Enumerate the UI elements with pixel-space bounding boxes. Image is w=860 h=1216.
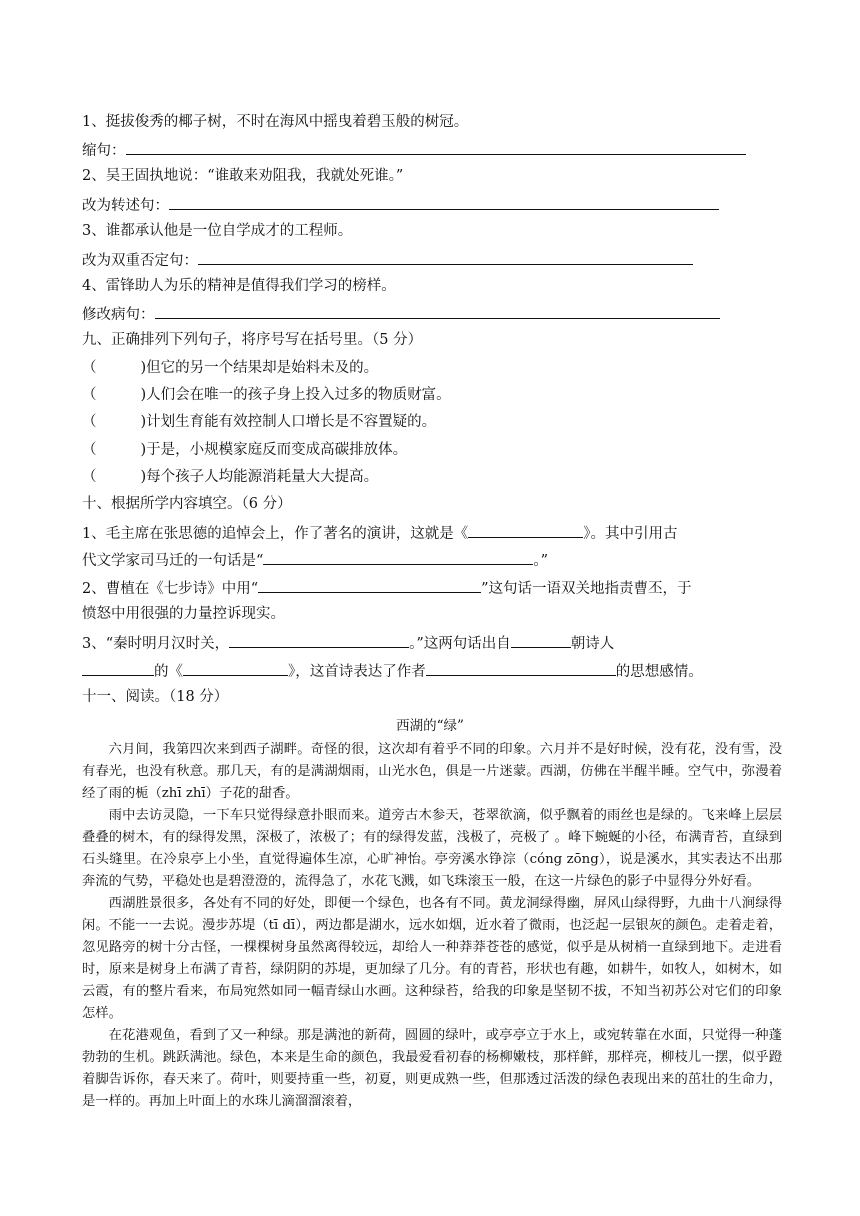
fill-blank-poem-line[interactable] — [258, 576, 481, 593]
sentence-3: 3、谁都承认他是一位自学成才的工程师。 — [82, 223, 353, 239]
fill-blank-dynasty[interactable] — [511, 631, 571, 648]
order-item-2 — [82, 384, 451, 406]
answer-blank-3[interactable] — [198, 248, 693, 265]
sentence-4: 4、雷锋助人为乐的精神是值得我们学习的榜样。 — [82, 278, 396, 294]
order-paren-open: （ — [82, 469, 97, 485]
q9-heading: 九、正确排列下列句子，将序号写在括号里。（5 分） — [82, 332, 423, 348]
fill-blank-poet[interactable] — [82, 659, 154, 676]
task-line-3 — [82, 248, 693, 270]
order-item-4 — [82, 439, 407, 461]
fill-text: 朝诗人 — [570, 636, 615, 652]
q11-heading: 十一、阅读。（18 分） — [82, 689, 229, 705]
fill-line-4: 愤怒中用很强的力量控诉现实。 — [82, 606, 285, 622]
fill-text: 代文学家司马迁的一句话是“ — [82, 553, 264, 569]
fill-blank-quote[interactable] — [263, 548, 533, 565]
answer-blank-2[interactable] — [169, 193, 719, 210]
order-text-3: )计划生育能有效控制人口增长是不容置疑的。 — [140, 414, 437, 430]
fill-text: 》。其中引用古 — [583, 526, 678, 542]
task-line-2 — [82, 193, 719, 215]
fill-text: 2、曹植在《七步诗》中用“ — [82, 581, 259, 597]
task-label-1: 缩句： — [82, 143, 126, 159]
task-label-3: 改为双重否定句： — [82, 253, 198, 269]
passage-paragraph-2: 雨中去访灵隐，一下车只觉得绿意扑眼而来。道旁古木参天，苍翠欲滴，似乎飘着的雨丝也是绿的。飞来峰上层层叠叠的树木，有的绿得发黑，深极了，浓极了；有的绿得发蓝，浅极了，亮极了 。峰下蜿蜒的小径，布满青苔，直绿到石头缝里。在冷泉亭上小坐，直觉得遍体生凉，心旷神怡。亭旁溪水铮淙（cóng zōng），说是溪水，其实表达不出那奔流的气势，平稳处也是碧澄澄的，流得急了，水花飞溅，如飞珠滚玉一般，在这一片绿色的影子中显得分外好看。 — [82, 808, 782, 889]
task-label-4: 修改病句： — [82, 307, 155, 323]
fill-line-2 — [82, 548, 548, 570]
fill-text: 的思想感情。 — [615, 664, 703, 680]
fill-line-6 — [82, 659, 703, 681]
passage-body — [82, 739, 782, 1113]
fill-blank-poem-title[interactable] — [183, 659, 288, 676]
q10-heading: 十、根据所学内容填空。（6 分） — [82, 496, 292, 512]
order-text-4: )于是，小规模家庭反而变成高碳排放体。 — [140, 442, 408, 458]
passage-paragraph-1: 六月间，我第四次来到西子湖畔。奇怪的很，这次却有着乎不同的印象。六月并不是好时候，没有花，没有雪，没有春光，也没有秋意。那几天，有的是满湖烟雨，山光水色，俱是一片迷蒙。西湖，仿佛在半醒半睡。空气中，弥漫着经了雨的栀（zhī zhī）子花的甜香。 — [82, 742, 782, 801]
sentence-1: 1、挺拔俊秀的椰子树，不时在海风中摇曳着碧玉般的树冠。 — [82, 114, 469, 130]
answer-blank-1[interactable] — [126, 138, 746, 155]
order-text-5: )每个孩子人均能源消耗量大大提高。 — [140, 469, 379, 485]
sentence-2: 2、吴王固执地说：“谁敢来劝阻我，我就处死谁。” — [82, 168, 404, 184]
fill-blank-second-line[interactable] — [229, 631, 409, 648]
fill-text: 1、毛主席在张思德的追悼会上，作了著名的演讲，这就是《 — [82, 526, 469, 542]
fill-text: 的《 — [154, 664, 183, 680]
passage-title: 西湖的“绿” — [396, 718, 464, 734]
order-paren-open: （ — [82, 442, 97, 458]
fill-blank-speech-title[interactable] — [468, 521, 583, 538]
order-paren-open: （ — [82, 387, 97, 403]
passage-paragraph-3: 西湖胜景很多，各处有不同的好处，即便一个绿色，也各有不同。黄龙洞绿得幽，屏风山绿得野，九曲十八涧绿得闲。不能一一去说。漫步苏堤（tī dī），两边都是湖水，远水如烟，近水着了微雨，也泛起一层银灰的颜色。走着走着，忽见路旁的树十分古怪，一棵棵树身虽然离得较远，却给人一种莽莽苍苍的感觉，似乎是从树梢一直绿到地下。走进看时，原来是树身上布满了青苔，绿阴阴的苏堤，更加绿了几分。有的青苔，形状也有趣，如耕牛，如牧人，如树木，如云霞，有的整片看来，布局宛然如同一幅青绿山水画。这种绿苔，给我的印象是坚韧不拔，不知当初苏公对它们的印象怎样。 — [82, 896, 782, 1021]
task-line-1 — [82, 138, 746, 160]
order-item-5 — [82, 466, 378, 488]
answer-blank-4[interactable] — [155, 302, 720, 319]
order-paren-open: （ — [82, 414, 97, 430]
fill-blank-sentiment[interactable] — [426, 659, 616, 676]
task-label-2: 改为转述句： — [82, 198, 169, 214]
order-text-1: )但它的另一个结果却是始料未及的。 — [140, 360, 379, 376]
order-item-3 — [82, 411, 436, 433]
fill-text: ”这句话一语双关地指责曹丕，于 — [481, 581, 692, 597]
fill-line-1 — [82, 521, 677, 543]
fill-text: 3、“秦时明月汉时关， — [82, 636, 230, 652]
fill-line-5 — [82, 631, 614, 653]
order-paren-open: （ — [82, 360, 97, 376]
order-item-1 — [82, 357, 378, 379]
passage-paragraph-4: 在花港观鱼，看到了又一种绿。那是满池的新荷，圆圆的绿叶，或亭亭立于水上，或宛转靠在水面，只觉得一种蓬勃勃的生机。跳跃满池。绿色，本来是生命的颜色，我最爱看初春的杨柳嫩枝，那样鲜，那样亮，柳枝儿一摆，似乎蹬着脚告诉你，春天来了。荷叶，则要持重一些，初夏，则更成熟一些，但那透过活泼的绿色表现出来的茁壮的生命力，是一样的。再加上叶面上的水珠儿滴溜溜滚着， — [82, 1028, 782, 1109]
order-text-2: )人们会在唯一的孩子身上投入过多的物质财富。 — [140, 387, 451, 403]
fill-line-3 — [82, 576, 692, 598]
task-line-4 — [82, 302, 720, 324]
fill-text: 。”这两句话出自 — [409, 636, 511, 652]
fill-text: 。” — [533, 553, 549, 569]
fill-text: 》，这首诗表达了作者 — [288, 664, 426, 680]
